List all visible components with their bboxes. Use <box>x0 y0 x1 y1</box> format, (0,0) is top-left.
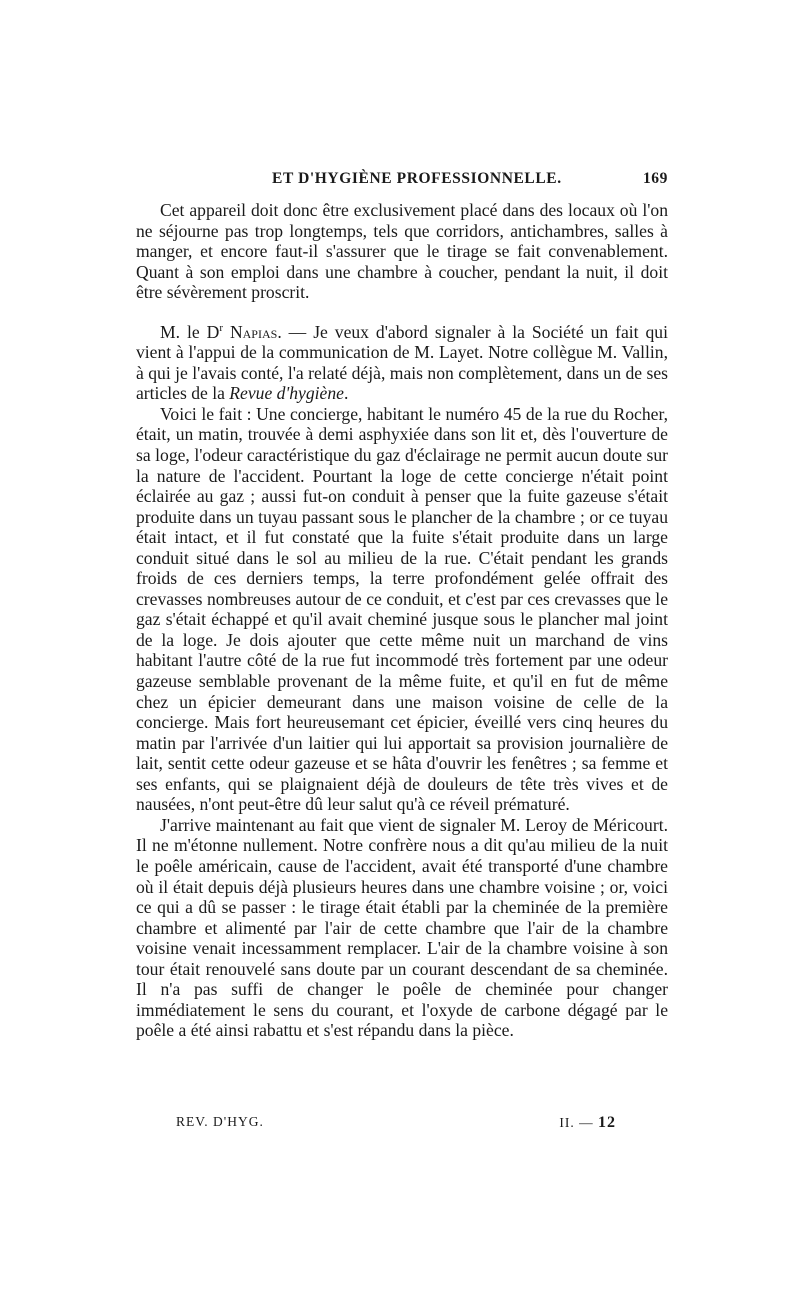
signature-prefix: II. — <box>559 1115 598 1130</box>
paragraph-4: J'arrive maintenant au fait que vient de signaler M. Leroy de Méricourt. Il ne m'étonne nullement. Notre confrère nous a dit qu'au milieu de la nuit le poêle américain, cause de l'accident, avait été transporté d'une chambre où il était depuis déjà plusieurs heures dans une chambre voisine ; or, voici ce qui a dû se passer : le tirage était établi par la cheminée de la première chambre et alimenté par l'air de cette chambre que l'air de la chambre voisine venait incessamment remplacer. L'air de la chambre voisine à son tour était renouvelé sans doute par un courant descendant de sa cheminée. Il n'a pas suffi de changer le poêle de cheminée pour changer immédiatement le sens du courant, et l'oxyde de carbone dégagé par le poêle a été ainsi rabattu et s'est répandu dans la pièce. <box>136 814 668 1041</box>
journal-title: Revue d'hygiène <box>229 383 344 404</box>
paragraph-1: Cet appareil doit donc être exclusivement placé dans des locaux où l'on ne séjourne pas trop longtemps, tels que corridors, antichambres, salles à manger, et encore faut-il s'assurer que le tirage se fait convenablement. Quant à son emploi dans une chambre à coucher, pendant la nuit, il doit être sévèrement proscrit. <box>136 200 668 303</box>
signature-mark-right <box>559 1114 616 1132</box>
paragraph-2-text-a: . — Je veux d'abord signaler à la Société un fait qui vient à l'appui de la communication de M. Layet. Notre collègue M. Vallin, à qui je l'avais conté, l'a relaté déjà, mais non complètement, dans un de ses articles de la <box>136 321 668 404</box>
paragraph-2-text-b: . <box>343 383 349 404</box>
running-title: ET D'HYGIÈNE PROFESSIONNELLE. <box>272 170 562 187</box>
page-number: 169 <box>642 170 668 187</box>
speaker-title-superscript: r <box>219 321 223 334</box>
paragraph-2 <box>136 322 668 404</box>
body-text <box>136 200 668 1041</box>
signature-mark-left: REV. D'HYG. <box>176 1114 264 1129</box>
speaker-name: Napias <box>229 321 278 342</box>
speaker-prefix: M. le D <box>160 321 220 342</box>
running-header <box>136 170 668 194</box>
signature-number: 12 <box>598 1114 616 1131</box>
paragraph-3: Voici le fait : Une concierge, habitant le numéro 45 de la rue du Rocher, était, un matin, trouvée à demi asphyxiée dans son lit et, dès l'ouverture de sa loge, l'odeur caractéristique du gaz d'éclairage ne permit aucun doute sur la nature de l'accident. Pourtant la loge de cette concierge n'était point éclairée au gaz ; aussi fut-on conduit à penser que la fuite gazeuse s'était produite dans un tuyau passant sous le plancher de la chambre ; or ce tuyau était intact, et il fut constaté que la fuite s'était produite dans un large conduit situé dans le sol au milieu de la rue. C'était pendant les grands froids de ces derniers temps, la terre profondément gelée offrait des crevasses nombreuses autour de ce conduit, et c'est par ces crevasses que le gaz s'était échappé et qu'il avait cheminé jusque sous le plancher mal joint de la loge. Je dois ajouter que cette même nuit un marchand de vins habitant l'autre côté de la rue fut incommodé très fortement par une odeur gazeuse semblable provenant de la même fuite, et qu'il en fut de même chez un épicier demeurant dans une maison voisine de celle de la concierge. Mais fort heureusemant cet épicier, éveillé vers cinq heures du matin par l'arrivée d'un laitier qui lui apportait sa provision journalière de lait, sentit cette odeur gazeuse et se hâta d'ouvrir les fenêtres ; sa femme et ses enfants, qui se plaignaient déjà de douleurs de tête très vives et de nausées, n'ont peut-être dû leur salut qu'à ce réveil prématuré. <box>136 403 668 815</box>
signature-line <box>176 1114 616 1136</box>
